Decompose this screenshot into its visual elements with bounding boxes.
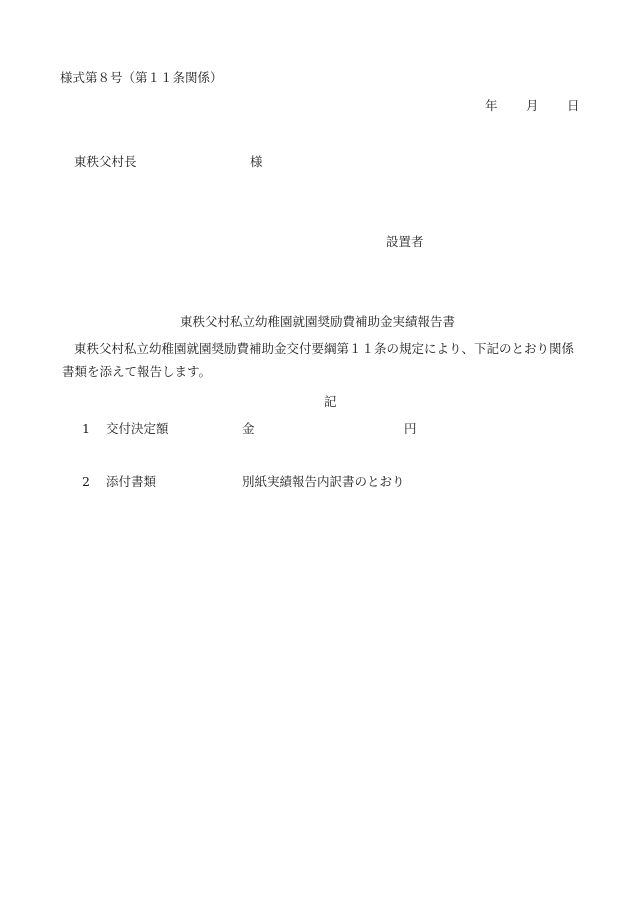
item-1-value-prefix: 金 [242, 421, 255, 436]
sender-label: 設置者 [386, 234, 424, 249]
date-month-label: 月 [526, 98, 539, 113]
addressee-name: 東秩父村長 [74, 154, 137, 169]
item-2-value: 別紙実績報告内訳書のとおり [242, 474, 405, 489]
item-1-value-suffix: 円 [404, 421, 417, 436]
addressee-honorific: 様 [250, 154, 263, 169]
date-year-label: 年 [485, 98, 498, 113]
form-number: 様式第８号（第１１条関係） [60, 70, 223, 85]
ki-label: 記 [324, 394, 337, 409]
item-2-number: 2 [82, 474, 90, 489]
document-title: 東秩父村私立幼稚園就園奨励費補助金実績報告書 [180, 314, 456, 329]
item-1-label: 交付決定額 [106, 421, 169, 436]
item-2-label: 添付書類 [106, 474, 157, 489]
body-text: 東秩父村私立幼稚園就園奨励費補助金交付要綱第１１条の規定により、下記のとおり関係書類を添えて報告します。 [62, 341, 575, 379]
date-day-label: 日 [567, 98, 580, 113]
item-1-number: 1 [82, 421, 90, 436]
